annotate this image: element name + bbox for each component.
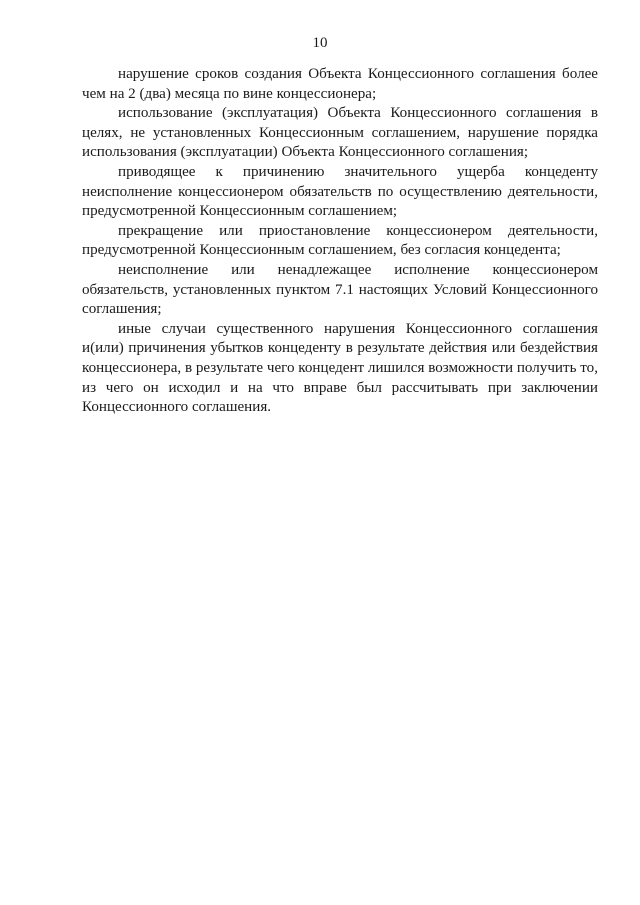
paragraph-improper-use: использование (эксплуатация) Объекта Концессионного соглашения в целях, не установленных Концессионным соглашением, нарушение порядка использования (эксплуатации) Объекта Концессионного соглашения; — [82, 105, 598, 161]
paragraph-obligation-failure: неисполнение или ненадлежащее исполнение концессионером обязательств, установленных пунктом 7.1 настоящих Условий Концессионного соглашения; — [82, 261, 598, 318]
paragraph-schedule-violation: нарушение сроков создания Объекта Концессионного соглашения более чем на 2 (два) месяца по вине концессионера; — [82, 66, 598, 102]
document-body — [82, 65, 598, 418]
paragraph-activity-termination: прекращение или приостановление концессионером деятельности, предусмотренной Концессионным соглашением, без согласия концедента; — [82, 222, 598, 259]
page-number: 10 — [312, 35, 328, 51]
paragraph-other-cases: иные случаи существенного нарушения Концессионного соглашения и(или) причинения убытков концеденту в результате действия или бездействия концессионера, в результате чего концедент лишился возможности получить то, из чего он исходил и на что вправе был рассчитывать при заключении Концессионного соглашения. — [82, 320, 598, 416]
paragraph-significant-damage: приводящее к причинению значительного ущерба концеденту неисполнение концессионером обязательств по осуществлению деятельности, предусмотренной Концессионным соглашением; — [82, 163, 598, 220]
